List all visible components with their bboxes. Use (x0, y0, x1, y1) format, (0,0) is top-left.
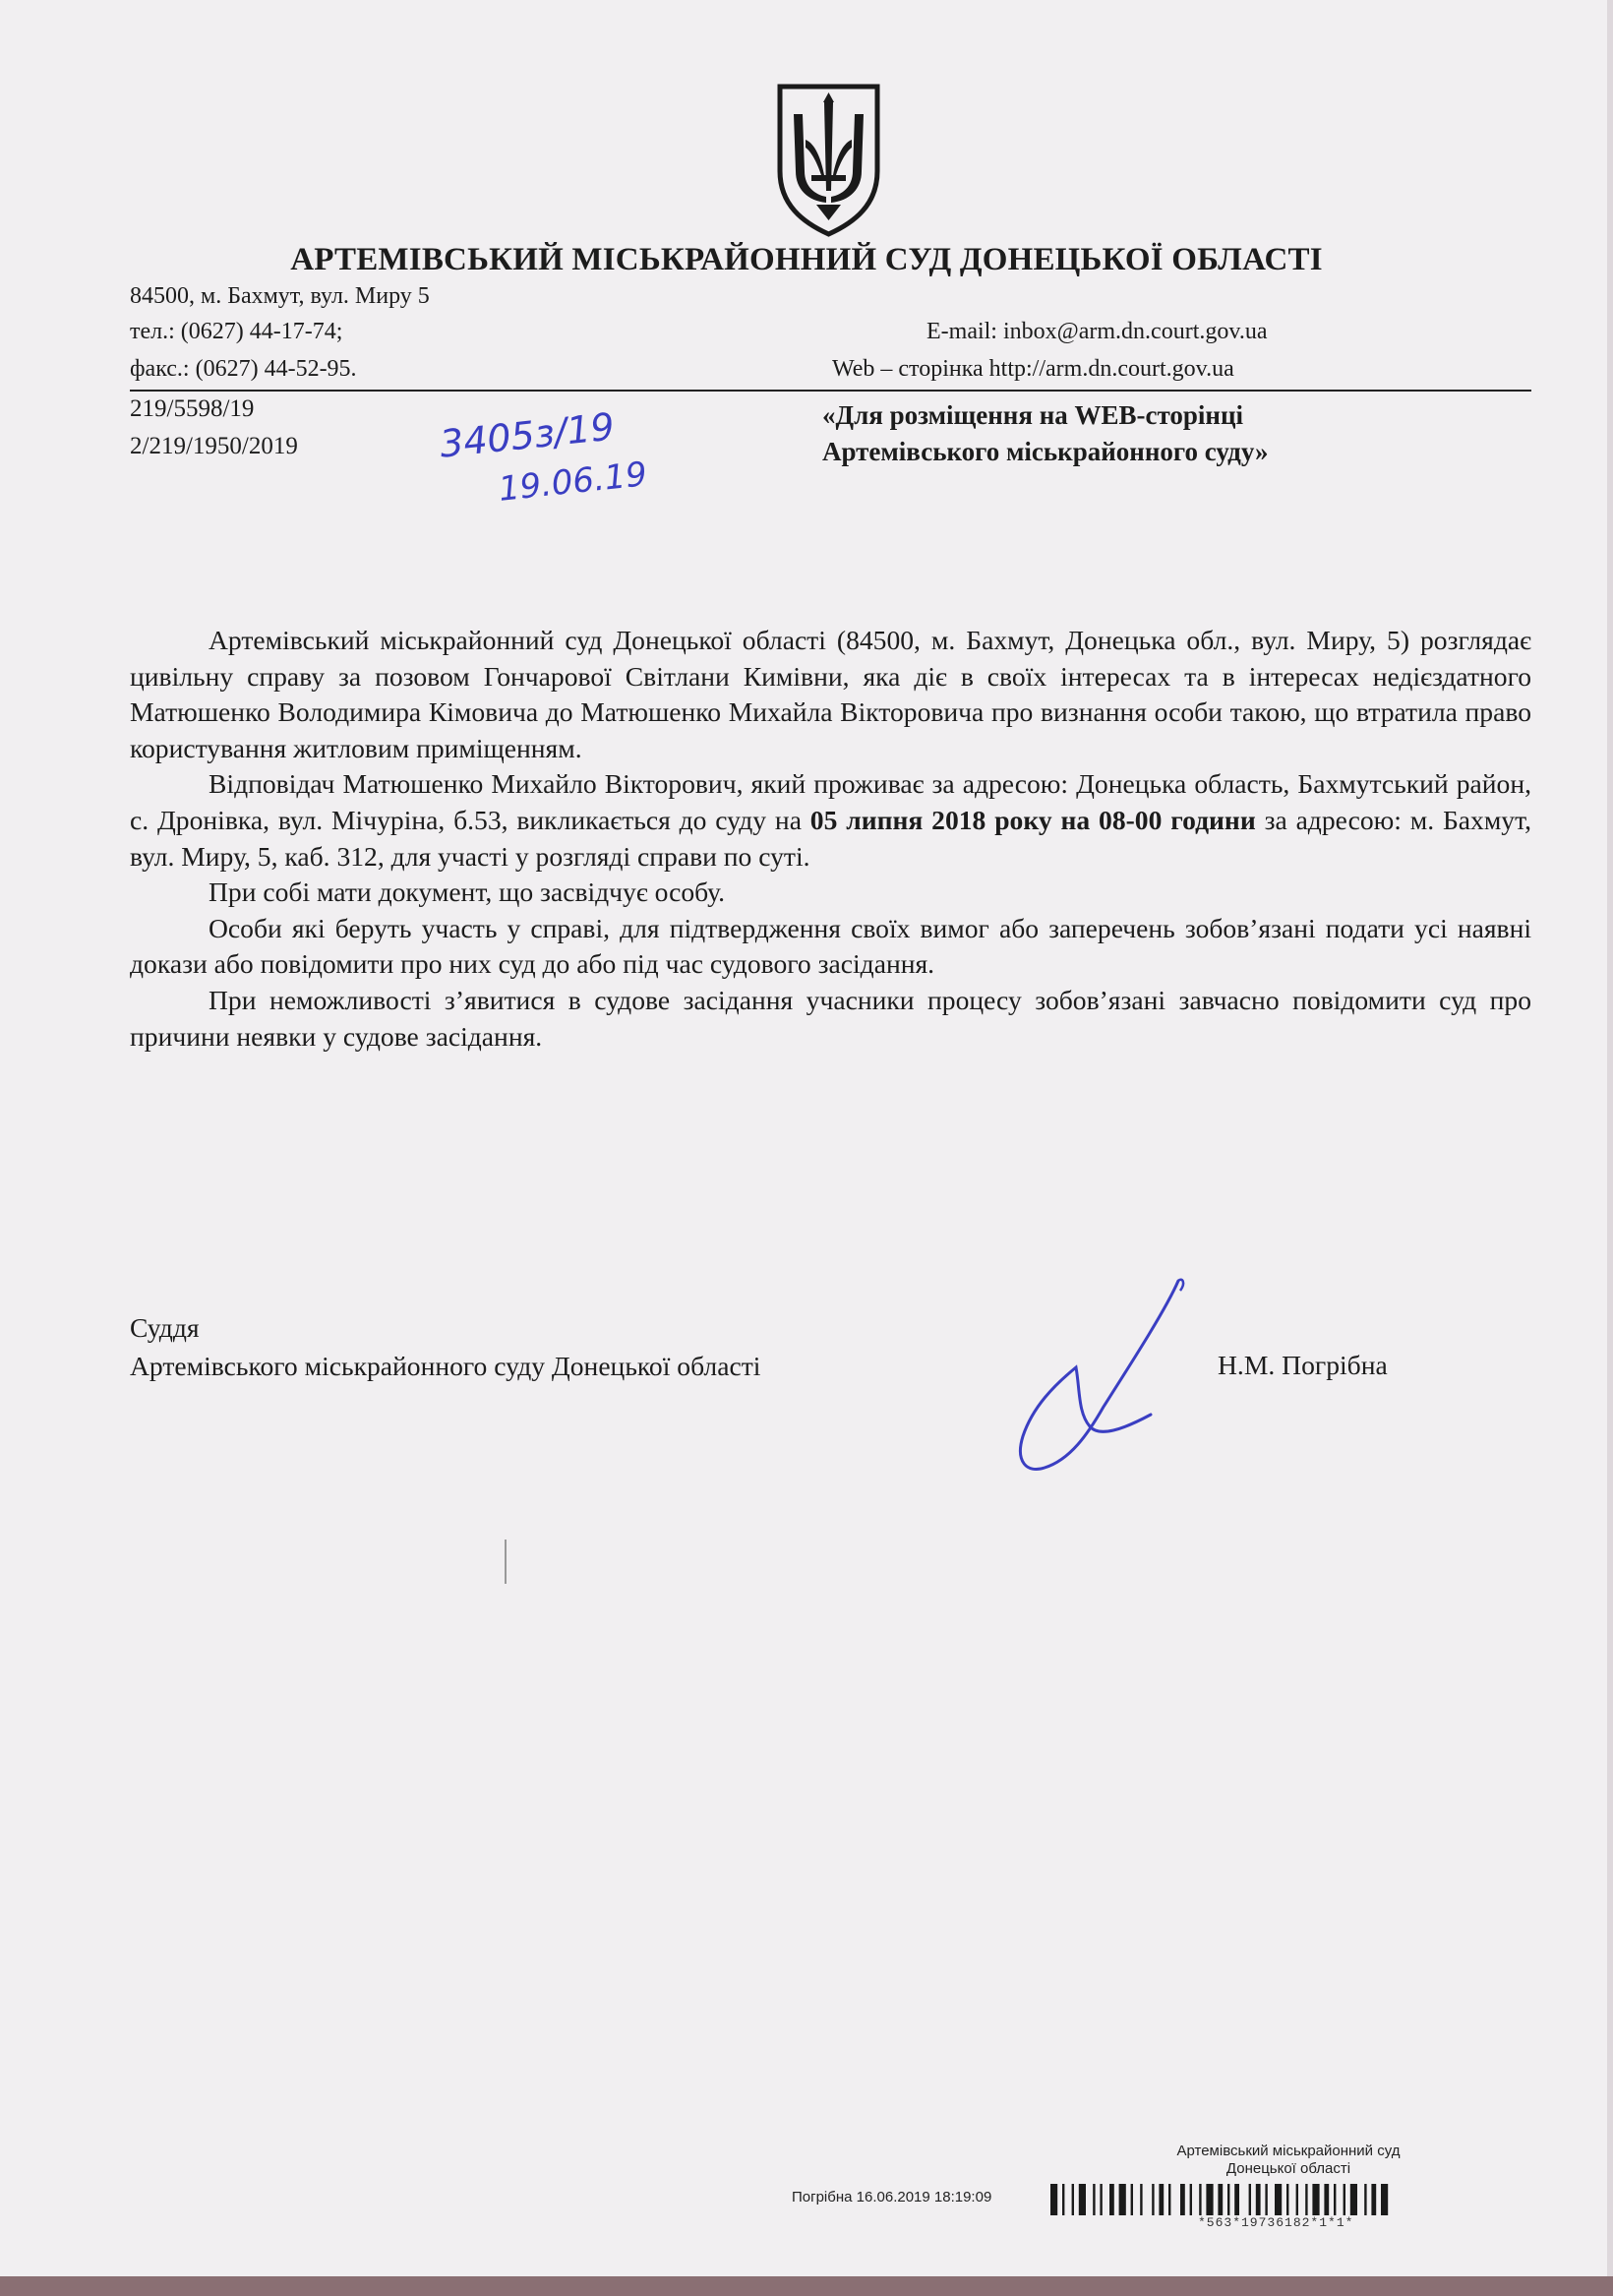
summons-body (130, 623, 1531, 1055)
barcode-icon (1050, 2184, 1532, 2215)
court-web: Web – сторінка http://arm.dn.court.gov.ua (832, 356, 1234, 382)
footer-court-line-1: Артемівський міськрайонний суд (1176, 2143, 1401, 2159)
paragraph-summons (130, 766, 1531, 875)
paragraph-case: Артемівський міськрайонний суд Донецької області (84500, м. Бахмут, Донецька обл., вул. Миру, 5) розглядає цивільну справу за позовом Гончарової Світлани Кимівни, яка діє в своїх інтересах та в інтересах недієздатного Матюшенко Володимира Кімовича до Матюшенко Михайла Вікторовича про визнання особи такою, що втратила право користування житловим приміщенням. (130, 625, 1531, 763)
signer-court: Артемівського міськрайонного суду Донецької області (130, 1351, 761, 1381)
handwritten-signature-icon (993, 1269, 1220, 1485)
paragraph-absence: При неможливості з’явитися в судове засідання учасники процесу зобов’язані завчасно повідомити суд про причини неявки у судове засідання. (130, 984, 1531, 1052)
footer-court-line-2: Донецької області (1225, 2160, 1351, 2177)
page-edge (1607, 0, 1613, 2296)
scan-artifact (505, 1540, 507, 1584)
registration-stamp: Погрібна 16.06.2019 18:19:09 (792, 2189, 992, 2205)
signature-block (130, 1308, 760, 1385)
paragraph-evidence: Особи які беруть участь у справі, для підтвердження своїх вимог або заперечень зобов’язані подати усі наявні докази або повідомити про них суд до або під час судового засідання. (130, 912, 1531, 980)
page-edge-bottom (0, 2276, 1613, 2296)
paragraph-id-document: При собі мати документ, що засвідчує особу. (209, 876, 726, 908)
judge-name: Н.М. Погрібна (1218, 1350, 1388, 1380)
web-notice-line-2: Артемівського міськрайонного суду» (822, 437, 1269, 466)
handwritten-incoming-number: 3405з/19 (438, 404, 617, 466)
summons-text-start: Відповідач Матюшенко Михайло Вікторович, який проживає за адресою: Донецька область, Бахмутський район, с. Дронівка, вул. Мічуріна, б.53, викликається до суду на (130, 768, 1531, 835)
web-publication-notice (822, 397, 1269, 470)
court-title: АРТЕМІВСЬКИЙ МІСЬКРАЙОННИЙ СУД ДОНЕЦЬКОЇ ОБЛАСТІ (290, 242, 1323, 277)
summons-text-end: за адресою: м. Бахмут, вул. Миру, 5, каб. 312, для участі у розгляді справи по суті. (130, 804, 1531, 872)
handwritten-date: 19.06.19 (497, 454, 649, 510)
court-address: 84500, м. Бахмут, вул. Миру 5 (130, 283, 430, 309)
header-divider (130, 390, 1531, 392)
hearing-datetime: 05 липня 2018 року на 08-00 години (809, 804, 1256, 835)
web-notice-line-1: «Для розміщення на WEB-сторінці (822, 400, 1244, 430)
court-fax: факс.: (0627) 44-52-95. (130, 356, 357, 382)
court-email: E-mail: inbox@arm.dn.court.gov.ua (926, 319, 1268, 344)
barcode-number: *563*19736182*1*1* (1198, 2215, 1354, 2230)
proceeding-number: 2/219/1950/2019 (130, 433, 298, 459)
ukraine-trident-emblem-icon (772, 81, 885, 238)
signer-role: Суддя (130, 1312, 200, 1343)
case-number: 219/5598/19 (130, 395, 255, 422)
court-phone: тел.: (0627) 44-17-74; (130, 319, 343, 344)
footer-court-name (1131, 2143, 1446, 2178)
